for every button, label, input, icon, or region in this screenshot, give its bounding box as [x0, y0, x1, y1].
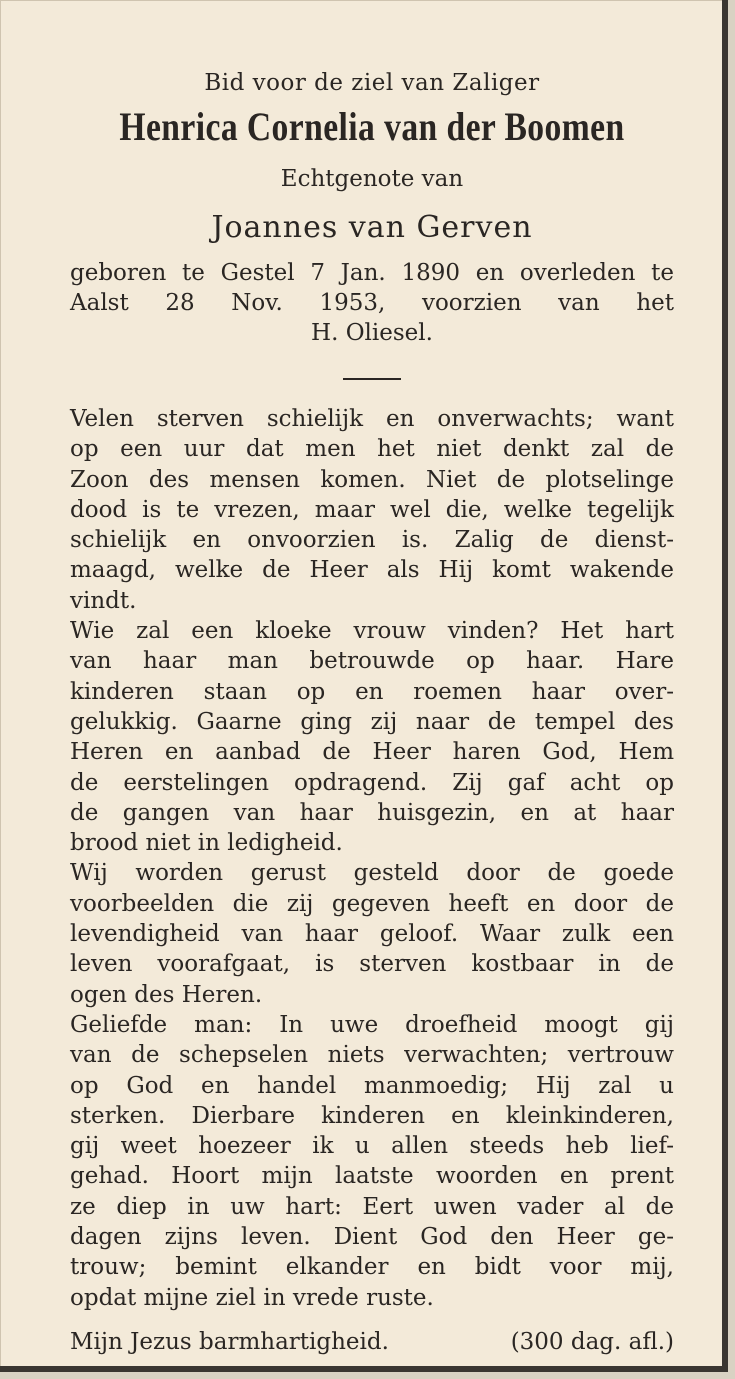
birth-death-line-3: H. Oliesel.	[311, 320, 433, 346]
text-line: dood is te vrezen, maar wel die, welke tegelijk	[70, 496, 674, 523]
text-line: de eerstelingen opdragend. Zij gaf acht op	[70, 769, 674, 796]
text-line: Wij worden gerust gesteld door de goede	[70, 860, 674, 887]
text-line: Velen sterven schielijk en onverwachts; want	[70, 406, 674, 432]
text-line: op een uur dat men het niet denkt zal de	[70, 436, 674, 463]
text-line: schielijk en onvoorzien is. Zalig de dienst-	[70, 527, 674, 554]
memorial-text	[70, 404, 674, 1313]
divider-rule	[343, 378, 401, 380]
deceased-name: Henrica Cornelia van der Boomen	[119, 104, 625, 149]
text-line: levendigheid van haar geloof. Waar zulk een	[70, 921, 674, 948]
text-line: opdat mijne ziel in vrede ruste.	[70, 1284, 434, 1311]
text-line: de gangen van haar huisgezin, en at haar	[70, 799, 674, 826]
text-line: van haar man betrouwde op haar. Hare	[70, 648, 674, 675]
text-line: sterken. Dierbare kinderen en kleinkinderen,	[70, 1102, 674, 1129]
spouse-name: Joannes van Gerven	[211, 210, 533, 245]
text-line: gelukkig. Gaarne ging zij naar de tempel des	[70, 708, 674, 735]
text-line: maagd, welke de Heer als Hij komt wakende	[70, 557, 674, 584]
text-line: vindt.	[70, 587, 137, 614]
birth-death-line-1: geboren te Gestel 7 Jan. 1890 en overleden te	[70, 260, 674, 286]
prayer-intro: Bid voor de ziel van Zaliger	[204, 70, 540, 96]
text-line: leven voorafgaat, is sterven kostbaar in de	[70, 951, 674, 978]
text-line: Wie zal een kloeke vrouw vinden? Het hart	[70, 618, 674, 645]
indulgence-note: (300 dag. afl.)	[510, 1328, 674, 1355]
spouse-label: Echtgenote van	[280, 166, 464, 192]
closing-prayer: Mijn Jezus barmhartigheid.	[70, 1328, 389, 1355]
text-line: Heren en aanbad de Heer haren God, Hem	[70, 739, 674, 766]
text-line: trouw; bemint elkander en bidt voor mij,	[70, 1254, 674, 1281]
birth-death-line-2: Aalst 28 Nov. 1953, voorzien van het	[70, 290, 674, 316]
text-line: op God en handel manmoedig; Hij zal u	[70, 1072, 674, 1099]
card-footer	[70, 1327, 674, 1357]
text-line: voorbeelden die zij gegeven heeft en door de	[70, 890, 674, 917]
text-line: Zoon des mensen komen. Niet de plotselinge	[70, 466, 674, 493]
text-line: dagen zijns leven. Dient God den Heer ge-	[70, 1224, 674, 1251]
text-line: van de schepselen niets verwachten; vertrouw	[70, 1042, 674, 1069]
card-content	[70, 66, 674, 1357]
text-line: ogen des Heren.	[70, 981, 263, 1008]
text-line: ze diep in uw hart: Eert uwen vader al de	[70, 1193, 674, 1220]
text-line: gij weet hoezeer ik u allen steeds heb lief-	[70, 1133, 674, 1160]
text-line: gehad. Hoort mijn laatste woorden en prent	[70, 1163, 674, 1190]
text-line: Geliefde man: In uwe droefheid moogt gij	[70, 1011, 674, 1038]
text-line: kinderen staan op en roemen haar over-	[70, 678, 674, 705]
text-line: brood niet in ledigheid.	[70, 830, 343, 857]
